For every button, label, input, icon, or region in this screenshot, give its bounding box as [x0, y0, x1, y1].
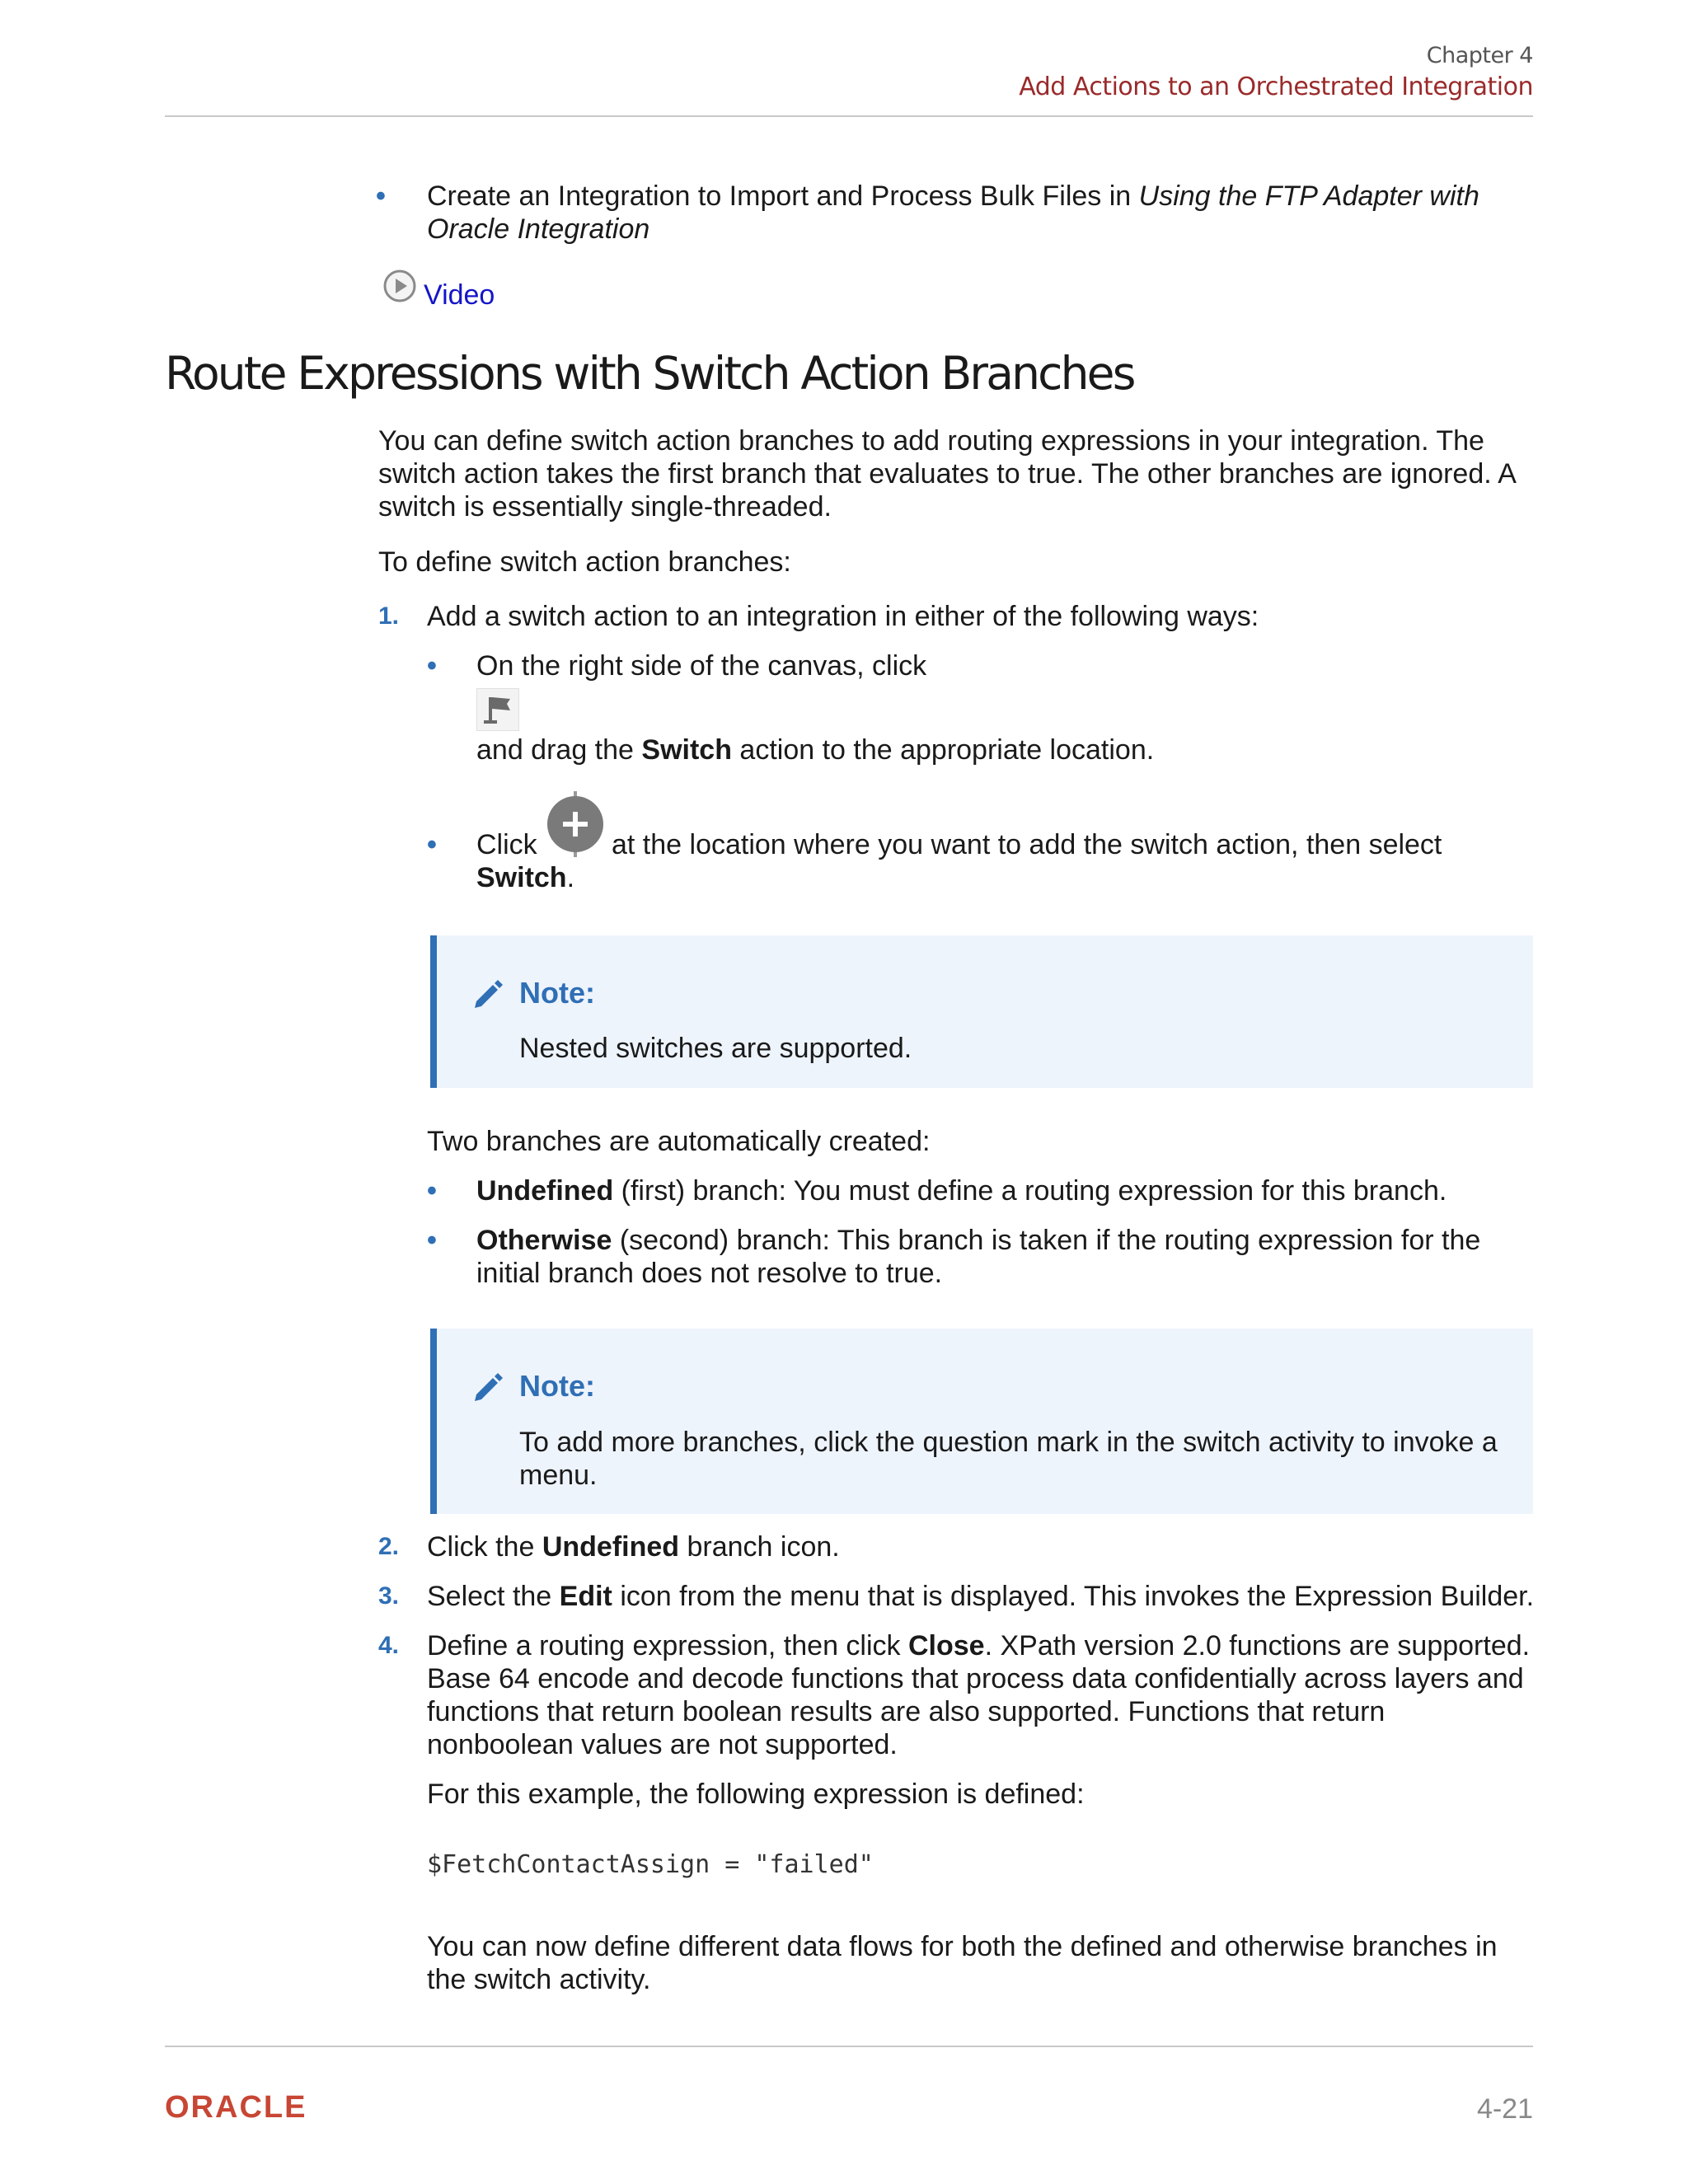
- svg-text:ORACLE: ORACLE: [165, 2090, 307, 2122]
- note-title: Note:: [519, 976, 595, 1010]
- undefined-branch-text: Undefined (first) branch: You must define a routing expression for this branch.: [476, 1175, 1447, 1207]
- sub-bullet-1-line1: On the right side of the canvas, click: [476, 650, 927, 682]
- intro-line1: You can define switch action branches to add routing expressions in your integration. The: [378, 425, 1484, 457]
- step-number: 3.: [378, 1582, 400, 1610]
- step-4-line2: Base 64 encode and decode functions that process data confidentially across layers and: [427, 1663, 1524, 1694]
- note-box: [430, 1329, 1533, 1514]
- related-topic-line1: Create an Integration to Import and Process Bulk Files in Using the FTP Adapter with: [427, 180, 1479, 212]
- bullet-marker: •: [376, 180, 386, 212]
- header-rule: [165, 115, 1533, 117]
- sub-bullet-2-click: Click: [476, 829, 537, 860]
- flag-icon: [477, 689, 518, 730]
- page-number: 4-21: [1476, 2093, 1533, 2125]
- step-number: 4.: [378, 1632, 400, 1659]
- bullet-marker: •: [427, 1175, 437, 1207]
- running-header: [1019, 41, 1533, 104]
- section-title[interactable]: Add Actions to an Orchestrated Integration: [1019, 73, 1533, 101]
- step-2-text: Click the Undefined branch icon.: [427, 1531, 840, 1563]
- bullet-marker: •: [427, 650, 437, 682]
- related-topic-line2: Oracle Integration: [427, 213, 650, 245]
- step-4-line1: Define a routing expression, then click Close. XPath version 2.0 functions are supported.: [427, 1630, 1531, 1661]
- step-number: 2.: [378, 1533, 400, 1560]
- code-expression: $FetchContactAssign = "failed": [427, 1850, 874, 1879]
- video-label[interactable]: Video: [424, 279, 495, 311]
- note-title: Note:: [519, 1369, 595, 1403]
- plus-circle-icon: [544, 791, 607, 857]
- closing-line1: You can now define different data flows for both the defined and otherwise branches in: [427, 1931, 1498, 1962]
- note-box: [430, 935, 1533, 1088]
- step-number: 1.: [378, 602, 400, 630]
- closing-line2: the switch activity.: [427, 1964, 651, 1995]
- bullet-marker: •: [427, 1225, 437, 1256]
- oracle-logo: [165, 2089, 346, 2126]
- otherwise-branch-line1: Otherwise (second) branch: This branch is taken if the routing expression for the: [476, 1225, 1481, 1256]
- section-heading: Route Expressions with Switch Action Branches: [165, 347, 1134, 400]
- add-action-button[interactable]: [544, 791, 607, 857]
- sub-bullet-1-line2: and drag the Switch action to the appropriate location.: [476, 734, 1155, 766]
- step-4-line3: functions that return boolean results are also supported. Functions that return: [427, 1696, 1386, 1727]
- example-intro: For this example, the following expression is defined:: [427, 1779, 1085, 1810]
- sub-bullet-2-line2: Switch.: [476, 862, 575, 893]
- procedure-intro: To define switch action branches:: [378, 546, 791, 578]
- note-body-line1: To add more branches, click the question mark in the switch activity to invoke a: [519, 1427, 1498, 1458]
- note-body: Nested switches are supported.: [519, 1033, 912, 1064]
- intro-line3: switch is essentially single-threaded.: [378, 491, 832, 523]
- footer-rule: [165, 2046, 1533, 2047]
- step-3-text: Select the Edit icon from the menu that is displayed. This invokes the Expression Builder.: [427, 1581, 1535, 1612]
- branches-intro: Two branches are automatically created:: [427, 1126, 931, 1157]
- sub-bullet-2-line1: at the location where you want to add the switch action, then select: [612, 829, 1442, 860]
- otherwise-branch-line2: initial branch does not resolve to true.: [476, 1258, 943, 1289]
- bullet-marker: •: [427, 829, 437, 860]
- actions-palette-button[interactable]: [476, 688, 519, 731]
- play-circle-icon: [382, 269, 417, 303]
- chapter-label: Chapter 4: [1426, 43, 1533, 68]
- note-body-line2: menu.: [519, 1460, 598, 1491]
- step-1-text: Add a switch action to an integration in either of the following ways:: [427, 601, 1259, 632]
- step-4-line4: nonboolean values are not supported.: [427, 1729, 898, 1760]
- intro-line2: switch action takes the first branch that evaluates to true. The other branches are ignored. A: [378, 458, 1517, 490]
- pencil-icon: [470, 975, 506, 1011]
- pencil-icon: [470, 1368, 506, 1404]
